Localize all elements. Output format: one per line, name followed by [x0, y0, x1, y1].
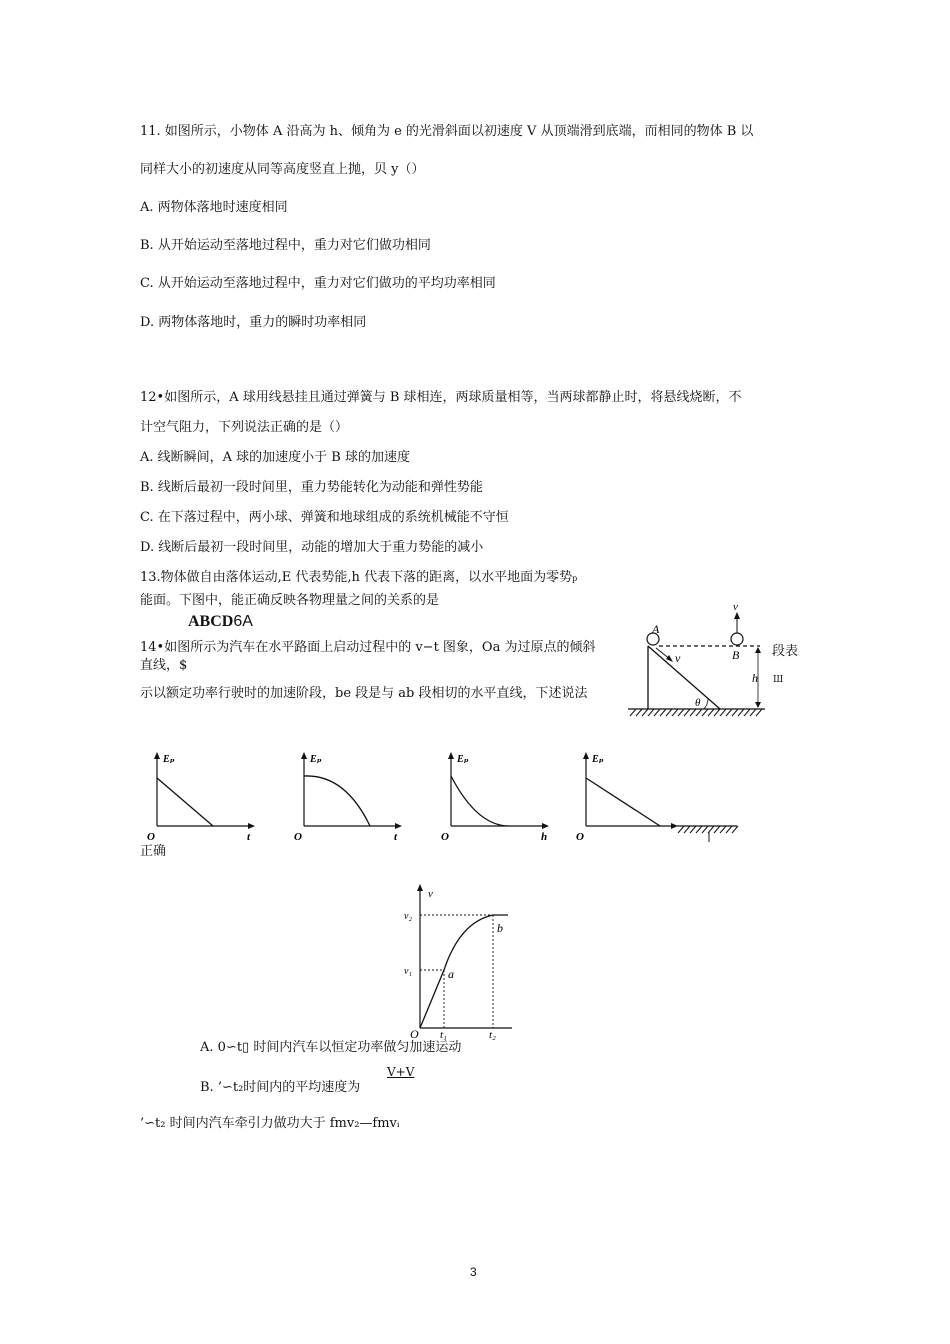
q13-answer-letters: ABCD	[188, 613, 234, 630]
label-v-slide: v	[675, 651, 681, 665]
label-v-up: v	[733, 601, 738, 613]
q14-fraction-numerator: V+V	[387, 1065, 415, 1079]
q11-option-b: B. 从开始运动至落地过程中，重力对它们做功相同	[140, 238, 431, 253]
ep3-xlabel: h	[541, 831, 548, 843]
q14-side-glyph: Ш	[773, 675, 784, 685]
ep2-ylabel: Eₚ	[310, 754, 322, 765]
ep3-origin: O	[441, 831, 449, 843]
page-number: 3	[470, 1265, 477, 1279]
q12-line2: 计空气阻力，下列说法正确的是（）	[140, 420, 349, 435]
q13-line2: 能面。下图中，能正确反映各物理量之间的关系的是	[140, 593, 440, 608]
ep1-origin: O	[147, 831, 155, 843]
ep-graph-2	[290, 748, 410, 843]
q12-option-c: C. 在下落过程中，两小球、弹簧和地球组成的系统机械能不守恒	[140, 510, 509, 525]
label-a: A	[652, 622, 660, 636]
ep-graph-3	[437, 748, 557, 843]
vt-ylabel: v	[428, 888, 433, 900]
q14-side-text: 段表	[772, 644, 799, 659]
ep2-xlabel: t	[394, 831, 398, 843]
vt-t2: t₂	[489, 1029, 496, 1041]
q11-option-a: A. 两物体落地时速度相同	[140, 200, 288, 215]
vt-v2: v₂	[404, 911, 412, 922]
q11-line1: 11. 如图所示，小物体 A 沿高为 h、倾角为 e 的光滑斜面以初速度 V 从顶端滑到底端，而相同的物体 B 以	[140, 124, 754, 139]
q14-option-b: B. ’∽t₂时间内的平均速度为	[200, 1080, 361, 1095]
ep2-origin: O	[294, 831, 302, 843]
q11-line2: 同样大小的初速度从同等高度竖直上抛，贝 y（）	[140, 162, 425, 177]
vt-a: a	[448, 967, 454, 981]
q13-answer-tail: 6A	[233, 613, 253, 630]
vt-graph	[400, 880, 525, 1042]
ep3-ylabel: Eₚ	[457, 754, 469, 765]
q12-line1: 12•如图所示，A 球用线悬挂且通过弹簧与 B 球相连，两球质量相等，当两球都静止时，将悬线烧断，不	[140, 390, 742, 405]
label-theta: θ	[695, 697, 701, 709]
q13-line1-text: 13.物体做自由落体运动,E 代表势能,h 代表下落的距离，以水平地面为零势	[140, 570, 573, 585]
q13-answer-row	[188, 612, 253, 633]
ep1-xlabel: t	[247, 831, 251, 843]
q14-option-a: A. 0∽t▯ 时间内汽车以恒定功率做匀加速运动	[200, 1040, 462, 1055]
q14-line1: 14•如图所示为汽车在水平路面上启动过程中的 v−t 图象，Oa 为过原点的倾斜	[140, 640, 596, 655]
ep4-ylabel: Eₚ	[592, 754, 604, 765]
ep-graph-4	[572, 748, 742, 848]
vt-b: b	[497, 921, 503, 935]
q14-line3: 示以额定功率行驶时的加速阶段，be 段是与 ab 段相切的水平直线，下述说法	[140, 686, 588, 701]
q14-option-c: ’∽t₂ 时间内汽车牵引力做功大于 fmv₂—fmvᵢ	[140, 1116, 400, 1131]
q14-line2: 直线，$	[140, 658, 188, 673]
q12-option-d: D. 线断后最初一段时间里，动能的增加大于重力势能的减小	[140, 540, 484, 555]
q14-correct: 正确	[140, 844, 167, 859]
ep-graph-1	[143, 748, 263, 843]
label-h: h	[752, 671, 758, 685]
vt-v1: v₁	[404, 966, 412, 977]
ep4-origin: O	[576, 831, 584, 843]
label-b: B	[732, 648, 740, 662]
vt-origin: O	[410, 1027, 419, 1041]
ball-b	[731, 633, 743, 645]
q11-option-d: D. 两物体落地时，重力的瞬时功率相同	[140, 315, 367, 330]
vt-t1: t₁	[440, 1029, 447, 1041]
q12-option-a: A. 线断瞬间，A 球的加速度小于 B 球的加速度	[140, 450, 410, 465]
q13-line1	[140, 570, 577, 587]
q13-subscript: p	[572, 574, 578, 583]
incline-figure	[620, 596, 770, 721]
ep1-ylabel: Eₚ	[163, 754, 175, 765]
q12-option-b: B. 线断后最初一段时间里，重力势能转化为动能和弹性势能	[140, 480, 483, 495]
q11-option-c: C. 从开始运动至落地过程中，重力对它们做功的平均功率相同	[140, 276, 496, 291]
